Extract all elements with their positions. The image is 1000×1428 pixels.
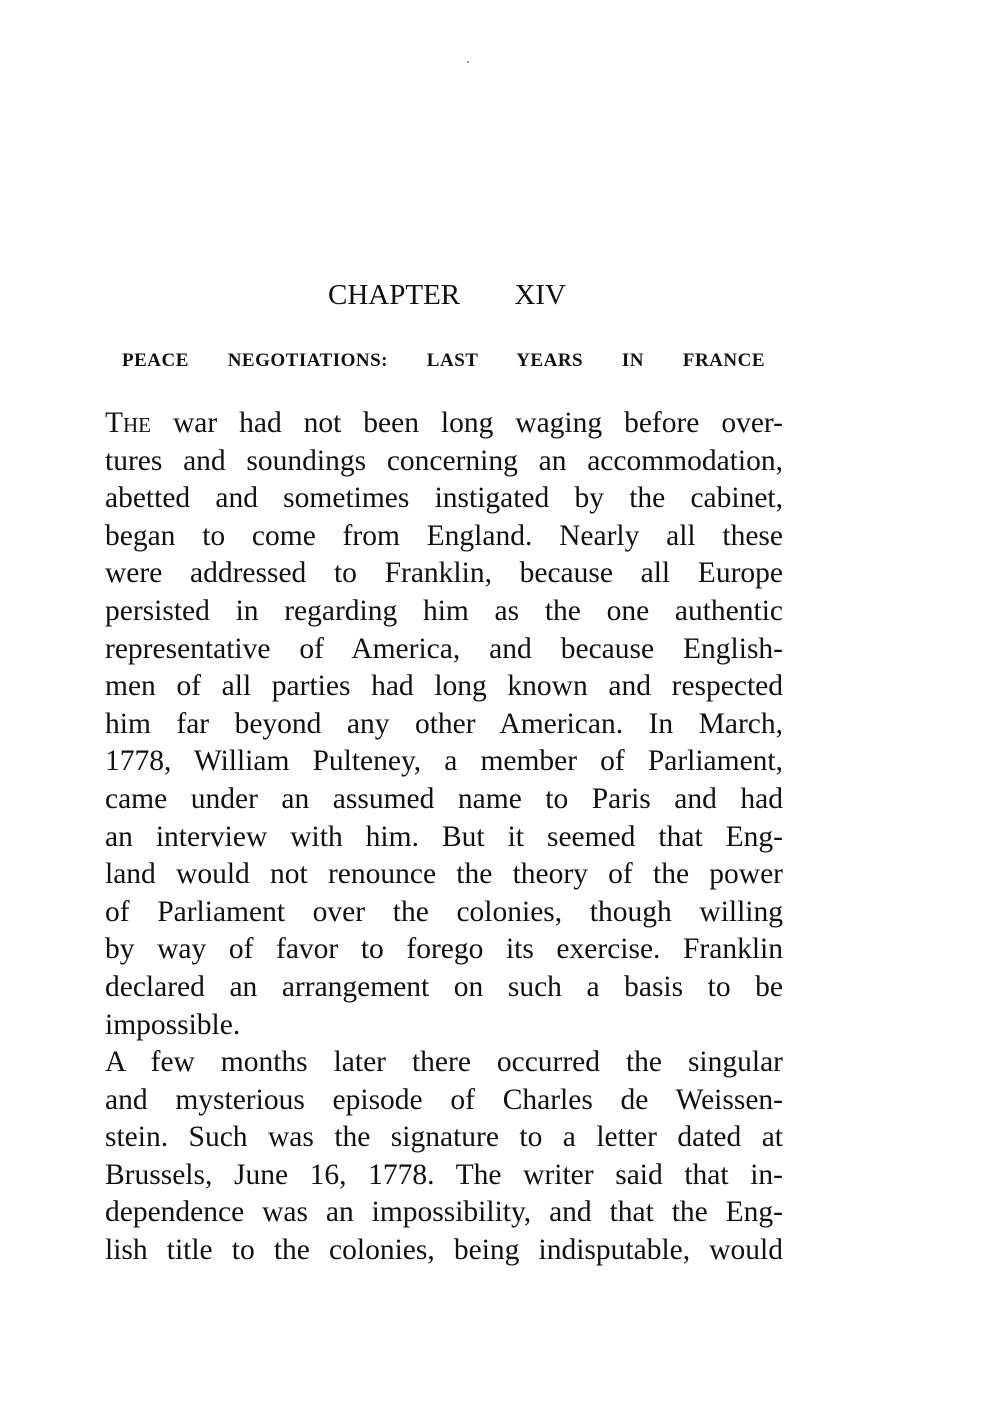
text-line: and mysterious episode of Charles de Weissen- xyxy=(105,1083,783,1116)
paragraph xyxy=(105,1044,783,1270)
text-line: persisted in regarding him as the one authentic xyxy=(105,594,783,627)
text-line: impossible. xyxy=(105,1008,241,1041)
text-line: representative of America, and because English- xyxy=(105,632,783,665)
text-line: lish title to the colonies, being indisputable, would xyxy=(105,1234,783,1267)
text-line: came under an assumed name to Paris and had xyxy=(105,782,783,815)
lead-word: The xyxy=(105,407,152,439)
chapter-subtitle: PEACE NEGOTIATIONS: LAST YEARS IN FRANCE xyxy=(122,350,765,371)
body-text xyxy=(105,405,783,1270)
text-line: declared an arrangement on such a basis to be xyxy=(105,970,783,1003)
text-line: dependence was an impossibility, and that the Eng- xyxy=(105,1196,783,1229)
chapter-title: CHAPTER XIV xyxy=(328,279,566,311)
text-line: tures and soundings concerning an accommodation, xyxy=(105,444,783,477)
scan-speck xyxy=(467,61,469,63)
text-line: land would not renounce the theory of the power xyxy=(105,858,783,891)
text-line: abetted and sometimes instigated by the cabinet, xyxy=(105,482,783,515)
text-line: by way of favor to forego its exercise. Franklin xyxy=(105,933,783,966)
text-line: men of all parties had long known and respected xyxy=(105,670,783,703)
text-line: stein. Such was the signature to a letter dated at xyxy=(105,1121,783,1154)
text-line: A few months later there occurred the singular xyxy=(105,1046,783,1079)
text-line: Brussels, June 16, 1778. The writer said that in- xyxy=(105,1158,783,1191)
text-line: began to come from England. Nearly all these xyxy=(105,519,783,552)
text-line: were addressed to Franklin, because all Europe xyxy=(105,557,783,590)
text-line: an interview with him. But it seemed that Eng- xyxy=(105,820,783,853)
text-line: of Parliament over the colonies, though willing xyxy=(105,895,783,928)
text-line: The war had not been long waging before over- xyxy=(105,407,783,439)
text-line: him far beyond any other American. In March, xyxy=(105,707,783,740)
text-line: 1778, William Pulteney, a member of Parliament, xyxy=(105,745,783,778)
paragraph xyxy=(105,405,783,1044)
